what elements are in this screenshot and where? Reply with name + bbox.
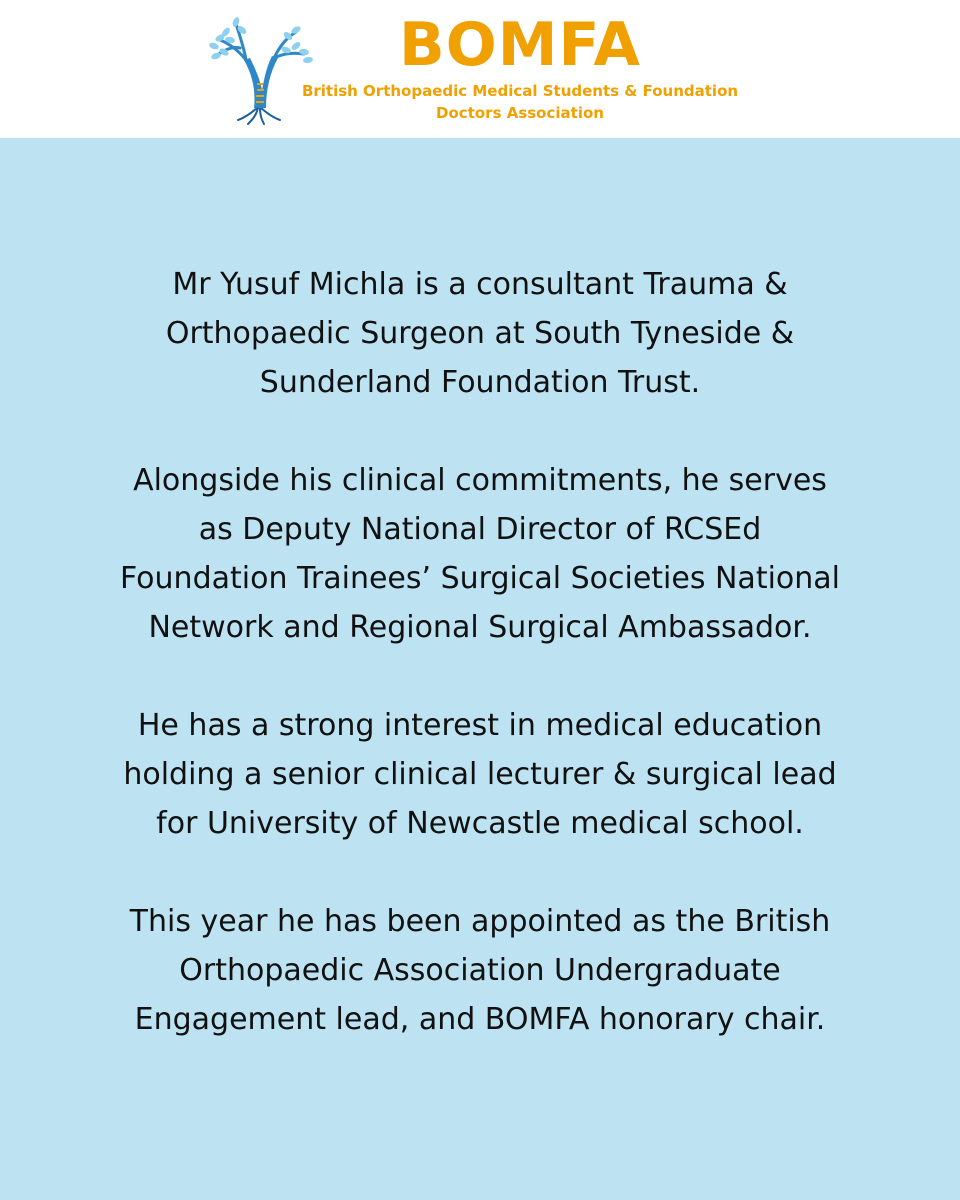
- paragraph-4: [40, 897, 920, 1044]
- paragraph-3: [40, 701, 920, 848]
- text-line: He has a strong interest in medical education: [137, 708, 823, 743]
- bio-text: [40, 260, 920, 1093]
- paragraph-1: [40, 260, 920, 407]
- text-line: for University of Newcastle medical school.: [156, 806, 804, 841]
- text-line: This year he has been appointed as the British: [129, 904, 831, 939]
- text-line: Foundation Trainees’ Surgical Societies National: [120, 561, 840, 596]
- text-line: Alongside his clinical commitments, he serves: [133, 463, 827, 498]
- text-line: holding a senior clinical lecturer & surgical lead: [123, 757, 837, 792]
- brand-name: BOMFA: [399, 10, 641, 80]
- text-line: Network and Regional Surgical Ambassador.: [148, 610, 812, 645]
- text-line: Sunderland Foundation Trust.: [259, 365, 701, 400]
- brand-block: [300, 10, 740, 124]
- text-line: as Deputy National Director of RCSEd: [198, 512, 762, 547]
- text-line: Mr Yusuf Michla is a consultant Trauma &: [172, 267, 788, 302]
- brand-subtitle-line2: Doctors Association: [436, 104, 604, 122]
- text-line: Engagement lead, and BOMFA honorary chair.: [134, 1002, 826, 1037]
- paragraph-2: [40, 456, 920, 652]
- header-banner: [0, 0, 960, 138]
- brand-subtitle-line1: British Orthopaedic Medical Students & Foundation: [301, 82, 739, 100]
- text-line: Orthopaedic Association Undergraduate: [179, 953, 781, 988]
- text-line: Orthopaedic Surgeon at South Tyneside &: [165, 316, 795, 351]
